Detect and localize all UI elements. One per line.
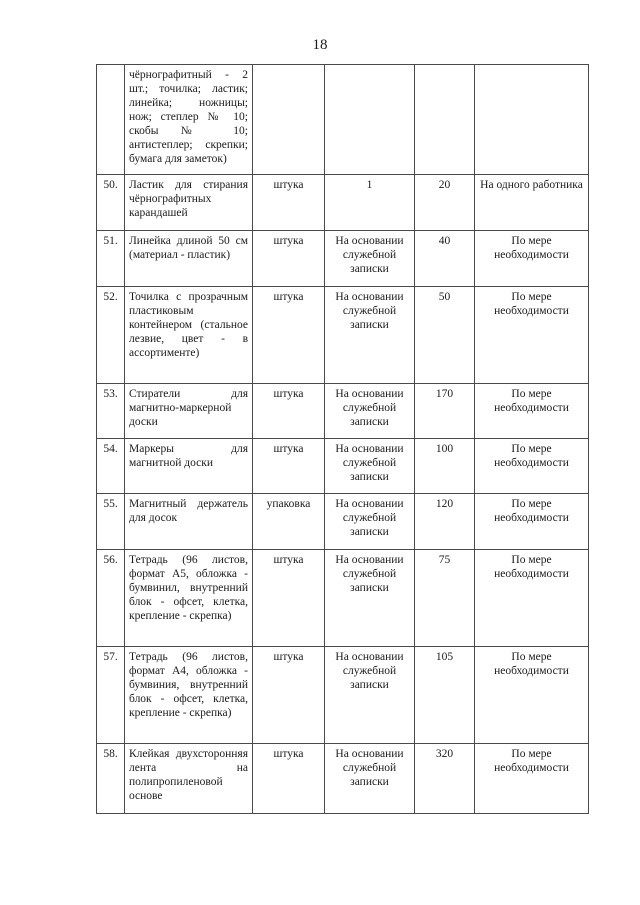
unit-cell: штука <box>253 231 325 287</box>
price-cell <box>415 65 475 175</box>
unit-cell: штука <box>253 175 325 231</box>
item-name-cell: Точилка с прозрачным пластиковым контейнером (стальное лезвие, цвет - в ассортименте) <box>125 287 253 384</box>
note-cell: По мере необходимости <box>475 647 589 744</box>
row-number-cell: 50. <box>97 175 125 231</box>
item-name-cell: Тетрадь (96 листов, формат А5, обложка - бумвинил, внутренний блок - офсет, клетка, крепление - скрепка) <box>125 550 253 647</box>
note-cell: По мере необходимости <box>475 439 589 494</box>
row-number-cell <box>97 65 125 175</box>
unit-cell: упаковка <box>253 494 325 550</box>
row-number-cell: 54. <box>97 439 125 494</box>
note-cell: По мере необходимости <box>475 287 589 384</box>
quantity-cell <box>325 65 415 175</box>
quantity-cell: На основании служебной записки <box>325 494 415 550</box>
table-row <box>97 439 589 494</box>
table-row <box>97 65 589 175</box>
quantity-cell: На основании служебной записки <box>325 647 415 744</box>
quantity-cell: 1 <box>325 175 415 231</box>
item-name-cell: Линейка длиной 50 см (материал - пластик) <box>125 231 253 287</box>
price-cell: 120 <box>415 494 475 550</box>
quantity-cell: На основании служебной записки <box>325 550 415 647</box>
unit-cell: штука <box>253 439 325 494</box>
item-name-cell: чёрнографитный - 2 шт.; точилка; ластик; линейка; ножницы; нож; степлер № 10; скобы № 10; антистеплер; скрепки; бумага для заметок) <box>125 65 253 175</box>
price-cell: 170 <box>415 384 475 439</box>
row-number-cell: 52. <box>97 287 125 384</box>
note-cell: По мере необходимости <box>475 550 589 647</box>
quantity-cell: На основании служебной записки <box>325 384 415 439</box>
item-name-cell: Ластик для стирания чёрнографитных карандашей <box>125 175 253 231</box>
unit-cell <box>253 65 325 175</box>
item-name-cell: Клейкая двухсторонняя лента на полипропиленовой основе <box>125 744 253 814</box>
note-cell: На одного работника <box>475 175 589 231</box>
note-cell: По мере необходимости <box>475 744 589 814</box>
note-cell <box>475 65 589 175</box>
price-cell: 105 <box>415 647 475 744</box>
price-cell: 100 <box>415 439 475 494</box>
unit-cell: штука <box>253 647 325 744</box>
page-number: 18 <box>312 37 328 53</box>
unit-cell: штука <box>253 384 325 439</box>
quantity-cell: На основании служебной записки <box>325 287 415 384</box>
price-cell: 75 <box>415 550 475 647</box>
price-cell: 40 <box>415 231 475 287</box>
table-row <box>97 647 589 744</box>
item-name-cell: Маркеры для магнитной доски <box>125 439 253 494</box>
unit-cell: штука <box>253 550 325 647</box>
row-number-cell: 56. <box>97 550 125 647</box>
row-number-cell: 57. <box>97 647 125 744</box>
item-name-cell: Тетрадь (96 листов, формат А4, обложка - бумвиния, внутренний блок - офсет, клетка, крепление - скрепка) <box>125 647 253 744</box>
quantity-cell: На основании служебной записки <box>325 231 415 287</box>
row-number-cell: 51. <box>97 231 125 287</box>
note-cell: По мере необходимости <box>475 384 589 439</box>
note-cell: По мере необходимости <box>475 231 589 287</box>
table-row <box>97 231 589 287</box>
table-row <box>97 287 589 384</box>
unit-cell: штука <box>253 744 325 814</box>
row-number-cell: 53. <box>97 384 125 439</box>
quantity-cell: На основании служебной записки <box>325 439 415 494</box>
price-cell: 50 <box>415 287 475 384</box>
table-row <box>97 494 589 550</box>
note-cell: По мере необходимости <box>475 494 589 550</box>
price-cell: 320 <box>415 744 475 814</box>
quantity-cell: На основании служебной записки <box>325 744 415 814</box>
table-row <box>97 175 589 231</box>
items-table <box>96 64 589 814</box>
item-name-cell: Стиратели для магнитно-маркерной доски <box>125 384 253 439</box>
table-row <box>97 744 589 814</box>
price-cell: 20 <box>415 175 475 231</box>
row-number-cell: 55. <box>97 494 125 550</box>
unit-cell: штука <box>253 287 325 384</box>
table-row <box>97 550 589 647</box>
row-number-cell: 58. <box>97 744 125 814</box>
item-name-cell: Магнитный держатель для досок <box>125 494 253 550</box>
table-row <box>97 384 589 439</box>
